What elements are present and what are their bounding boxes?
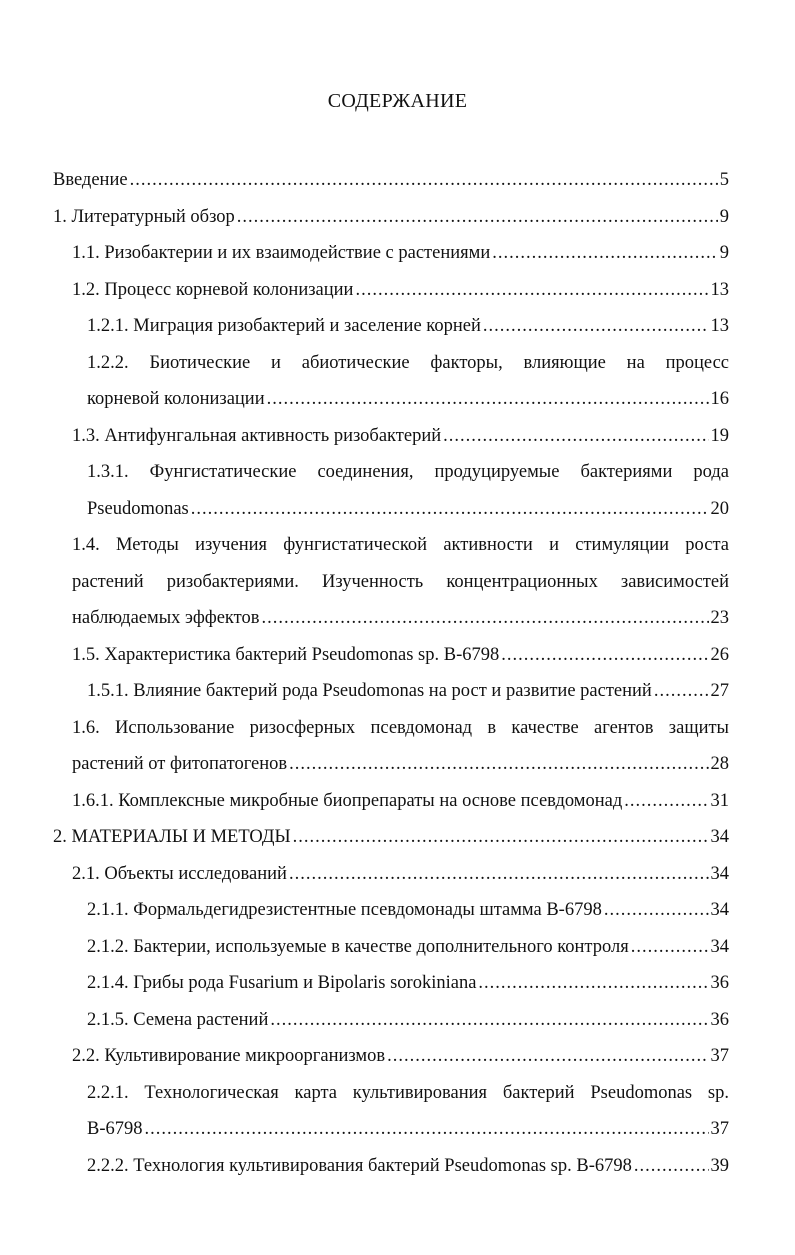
toc-page-number: 9: [719, 243, 729, 263]
toc-page-number: 36: [710, 973, 729, 993]
toc-page-number: 20: [710, 498, 729, 519]
toc-page-number: 31: [710, 790, 729, 811]
toc-entry-label: 2.1.2. Бактерии, используемые в качестве дополнительного контроля: [87, 936, 629, 957]
toc-entry-label: 1.2.2. Биотические и абиотические факторы, влияющие на процесс: [87, 352, 729, 373]
toc-entry-label-continued: растений от фитопатогенов: [72, 754, 288, 774]
toc-page-number: 34: [710, 863, 729, 884]
toc-entry-2[interactable]: [53, 819, 729, 856]
toc-page-number: 37: [710, 1046, 729, 1066]
toc-entry-2-2[interactable]: [72, 1038, 729, 1075]
toc-entry-1-2-2[interactable]: [87, 345, 729, 418]
toc-page-number: 23: [710, 608, 729, 628]
toc-page-number: 13: [710, 316, 729, 336]
dot-leader: [355, 272, 708, 309]
toc-entry-label: 1.1. Ризобактерии и их взаимодействие с растениями: [72, 243, 491, 263]
toc-entry-label: 2. МАТЕРИАЛЫ И МЕТОДЫ: [53, 827, 291, 847]
dot-leader: [289, 856, 709, 893]
dot-leader: [654, 673, 709, 710]
toc-entry-label: 2.1.4. Грибы рода Fusarium и Bipolaris sorokiniana: [87, 973, 477, 993]
dot-leader: [478, 965, 708, 1002]
toc-entry-2-1-2[interactable]: [87, 929, 729, 966]
dot-leader: [483, 308, 709, 345]
dot-leader: [130, 162, 718, 199]
toc-page-number: 13: [710, 279, 729, 300]
toc-entry-label: Введение: [53, 170, 128, 190]
dot-leader: [624, 783, 708, 820]
dot-leader: [145, 1111, 709, 1148]
dot-leader: [262, 600, 709, 637]
toc-page-number: 37: [710, 1119, 729, 1139]
toc-page-number: 26: [710, 644, 729, 665]
toc-page-number: 34: [710, 827, 729, 847]
toc-entry-1-1[interactable]: [72, 235, 729, 272]
toc-entry-2-1[interactable]: [72, 856, 729, 893]
toc-entry-label: 1.5. Характеристика бактерий Pseudomonas sp. B-6798: [72, 644, 500, 665]
toc-page-number: 34: [710, 900, 729, 920]
toc-entry-label-continued: B-6798: [87, 1119, 143, 1139]
toc-entry-label: 2.1. Объекты исследований: [72, 863, 287, 884]
toc-page-number: 16: [710, 389, 729, 409]
toc-page-number: 39: [710, 1155, 729, 1176]
toc-entry-1-3[interactable]: [72, 418, 729, 455]
toc-entry-introduction[interactable]: [53, 162, 729, 199]
toc-entry-label: 1.3.1. Фунгистатические соединения, продуцируемые бактериями рода: [87, 462, 729, 482]
toc-entry-label: 1.6.1. Комплексные микробные биопрепараты на основе псевдомонад: [72, 790, 623, 811]
toc-entry-2-2-1[interactable]: [87, 1075, 729, 1148]
toc-page-number: 28: [710, 754, 729, 774]
toc-entry-label: 1.5.1. Влияние бактерий рода Pseudomonas на рост и развитие растений: [87, 681, 652, 701]
dot-leader: [293, 819, 709, 856]
dot-leader: [267, 381, 709, 418]
dot-leader: [270, 1002, 708, 1039]
toc-entry-label: 1.2. Процесс корневой колонизации: [72, 279, 354, 300]
dot-leader: [492, 235, 718, 272]
toc-entry-1-2-1[interactable]: [87, 308, 729, 345]
toc-entry-2-2-2[interactable]: [87, 1148, 729, 1185]
dot-leader: [387, 1038, 708, 1075]
toc-page-number: 19: [710, 425, 729, 446]
toc-page-number: 5: [719, 170, 729, 190]
dot-leader: [631, 929, 709, 966]
toc-entry-label: 1.3. Антифунгальная активность ризобактерий: [72, 425, 442, 446]
toc-entry-label: 1.6. Использование ризосферных псевдомонад в качестве агентов защиты: [72, 717, 729, 738]
dot-leader: [237, 199, 718, 236]
toc-entry-label: 1. Литературный обзор: [53, 206, 235, 227]
dot-leader: [289, 746, 708, 783]
toc-entry-2-1-1[interactable]: [87, 892, 729, 929]
dot-leader: [501, 637, 708, 674]
toc-entry-1-4[interactable]: [72, 527, 729, 637]
toc-entry-1[interactable]: [53, 199, 729, 236]
toc-entry-label: 2.2. Культивирование микроорганизмов: [72, 1046, 386, 1066]
toc-page-number: 36: [710, 1009, 729, 1030]
toc-entry-2-1-5[interactable]: [87, 1002, 729, 1039]
toc-page-number: 9: [719, 206, 729, 227]
toc-entry-2-1-4[interactable]: [87, 965, 729, 1002]
dot-leader: [634, 1148, 709, 1185]
toc-entry-label: 2.1.1. Формальдегидрезистентные псевдомонады штамма B-6798: [87, 900, 602, 920]
toc-page-number: 34: [710, 936, 729, 957]
toc-entry-1-6[interactable]: [72, 710, 729, 783]
dot-leader: [443, 418, 708, 455]
toc-entry-1-5[interactable]: [72, 637, 729, 674]
toc-entry-1-3-1[interactable]: [87, 454, 729, 527]
dot-leader: [604, 892, 709, 929]
toc-entry-1-5-1[interactable]: [87, 673, 729, 710]
toc-entry-1-6-1[interactable]: [72, 783, 729, 820]
toc-entry-label: 2.1.5. Семена растений: [87, 1009, 269, 1030]
toc-page-number: 27: [710, 681, 729, 701]
page-title: СОДЕРЖАНИЕ: [327, 90, 468, 112]
toc-entry-label-continued: растений ризобактериями. Изученность концентрационных зависимостей: [72, 571, 729, 592]
toc-entry-label-continued: наблюдаемых эффектов: [72, 608, 260, 628]
toc-entry-1-2[interactable]: [72, 272, 729, 309]
toc-entry-label: 1.4. Методы изучения фунгистатической активности и стимуляции роста: [72, 535, 729, 555]
toc-entry-label: 2.2.2. Технология культивирования бактерий Pseudomonas sp. B-6798: [87, 1155, 632, 1176]
toc-entry-label: 2.2.1. Технологическая карта культивирования бактерий Pseudomonas sp.: [87, 1082, 729, 1103]
toc-entry-label-continued: Pseudomonas: [87, 498, 189, 519]
toc-entry-label: 1.2.1. Миграция ризобактерий и заселение корней: [87, 316, 481, 336]
toc-entry-label-continued: корневой колонизации: [87, 389, 265, 409]
dot-leader: [191, 491, 709, 528]
